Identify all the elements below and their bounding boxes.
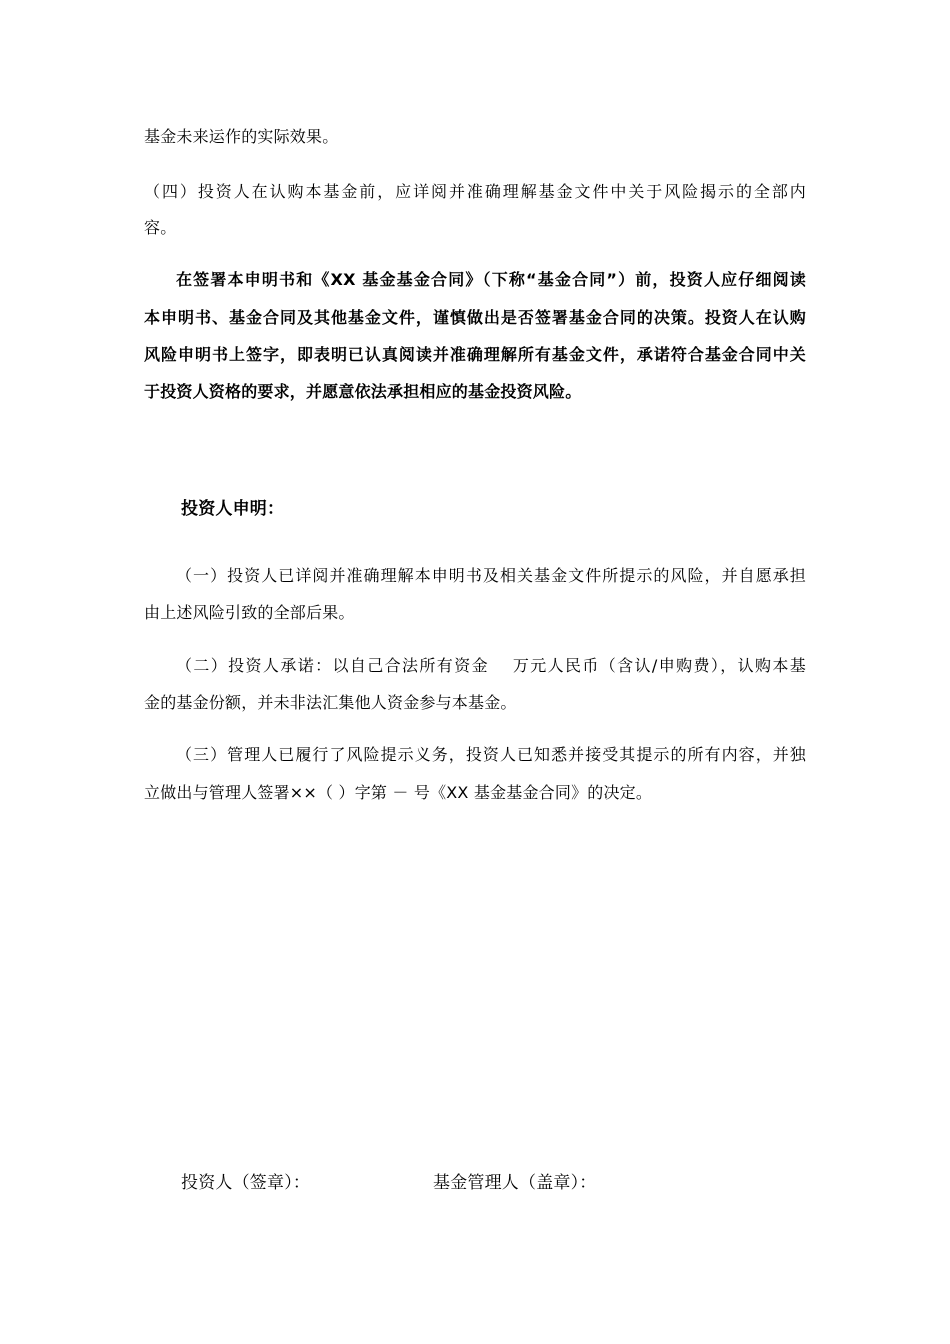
fund-manager-seal-label: 基金管理人（盖章）： [433, 1173, 597, 1193]
declaration-item-1-line-1: （一）投资人已详阅并准确理解本申明书及相关基金文件所提示的风险，并自愿承担 [176, 566, 806, 585]
risk-item-4-line-2: 容。 [144, 218, 177, 237]
declaration-item-1-line-2: 由上述风险引致的全部后果。 [144, 603, 355, 622]
risk-item-3-continuation: 基金未来运作的实际效果。 [144, 127, 339, 146]
investor-signature-label: 投资人（签章）： [181, 1173, 311, 1193]
declaration-item-2-line-1: （二）投资人承诺：以自己合法所有资金 万元人民币（含认/申购费），认购本基 [176, 656, 806, 675]
investor-declaration-heading: 投资人申明： [181, 499, 285, 519]
signing-notice-line-3: 风险申明书上签字，即表明已认真阅读并准确理解所有基金文件，承诺符合基金合同中关 [144, 345, 806, 364]
signing-notice-line-1: 在签署本申明书和《XX 基金基金合同》（下称“基金合同”）前，投资人应仔细阅读 [176, 270, 806, 289]
signing-notice-line-2: 本申明书、基金合同及其他基金文件，谨慎做出是否签署基金合同的决策。投资人在认购 [144, 308, 806, 327]
risk-item-4-line-1: （四）投资人在认购本基金前，应详阅并准确理解基金文件中关于风险揭示的全部内 [144, 182, 806, 201]
declaration-item-3-line-2: 立做出与管理人签署××（ ）字第 － 号《XX 基金基金合同》的决定。 [144, 783, 653, 802]
declaration-item-2-line-2: 金的基金份额，并未非法汇集他人资金参与本基金。 [144, 693, 517, 712]
signing-notice-line-4: 于投资人资格的要求，并愿意依法承担相应的基金投资风险。 [144, 382, 582, 401]
declaration-item-3-line-1: （三）管理人已履行了风险提示义务，投资人已知悉并接受其提示的所有内容，并独 [176, 745, 806, 764]
